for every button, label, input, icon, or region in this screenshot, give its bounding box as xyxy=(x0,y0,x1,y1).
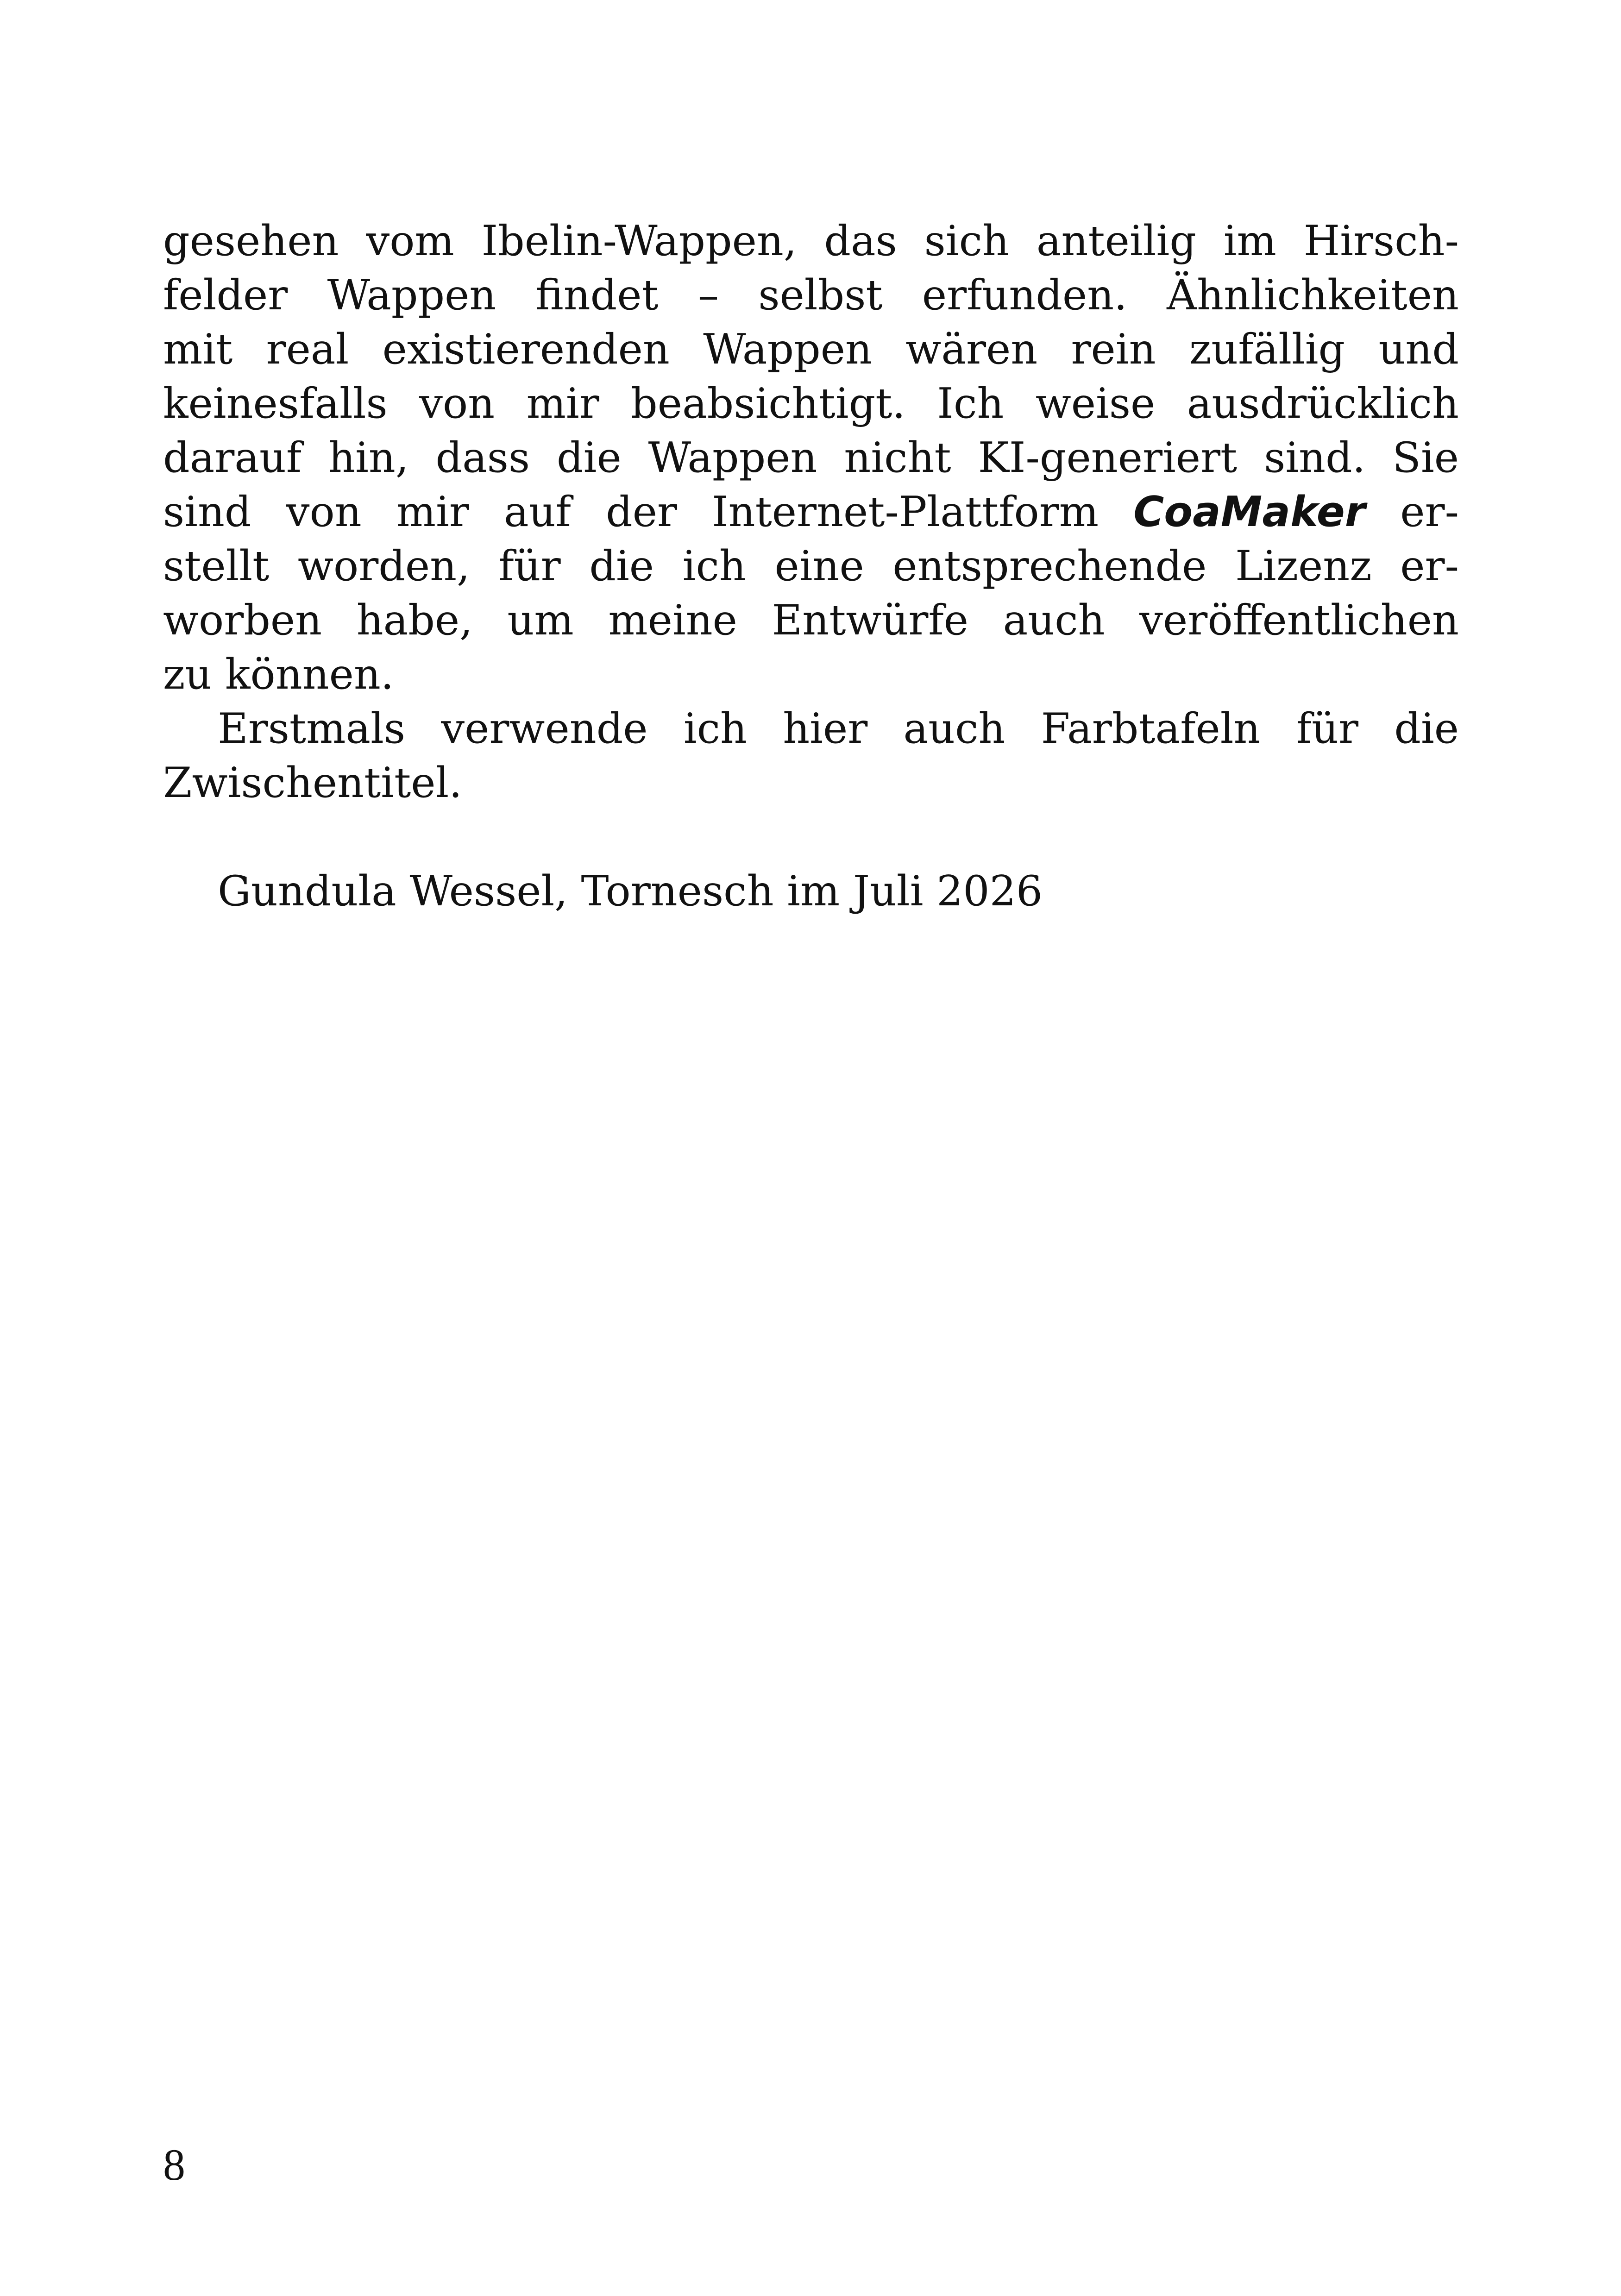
text-line: Erstmals verwende ich hier auch Farbtafeln für die xyxy=(218,704,1459,753)
text-line-with-brand xyxy=(163,485,1459,539)
signature: Gundula Wessel, Tornesch im Juli 2026 xyxy=(218,867,1043,916)
text-line: worben habe, um meine Entwürfe auch veröffentlichen xyxy=(163,596,1459,645)
body-text xyxy=(163,214,1459,918)
text-line: mit real existierenden Wappen wären rein zufällig und xyxy=(163,325,1459,374)
text-line: felder Wappen findet – selbst erfunden. Ähnlichkeiten xyxy=(163,271,1459,320)
text-segment: er- xyxy=(1365,488,1459,536)
text-line: zu können. xyxy=(163,650,394,699)
text-line: darauf hin, dass die Wappen nicht KI-generiert sind. Sie xyxy=(163,433,1459,482)
page-number: 8 xyxy=(163,2140,185,2189)
text-line: gesehen vom Ibelin-Wappen, das sich anteilig im Hirsch- xyxy=(163,217,1459,265)
paragraph-1 xyxy=(163,214,1459,702)
text-segment: sind von mir auf der Internet-Plattform xyxy=(163,488,1134,536)
blank-line xyxy=(163,810,1459,864)
text-line: Zwischentitel. xyxy=(163,759,462,807)
text-line: keinesfalls von mir beabsichtigt. Ich weise ausdrücklich xyxy=(163,379,1459,428)
brand-name: CoaMaker xyxy=(1133,488,1366,536)
paragraph-2 xyxy=(163,702,1459,810)
text-line: stellt worden, für die ich eine entsprechende Lizenz er- xyxy=(163,542,1459,590)
